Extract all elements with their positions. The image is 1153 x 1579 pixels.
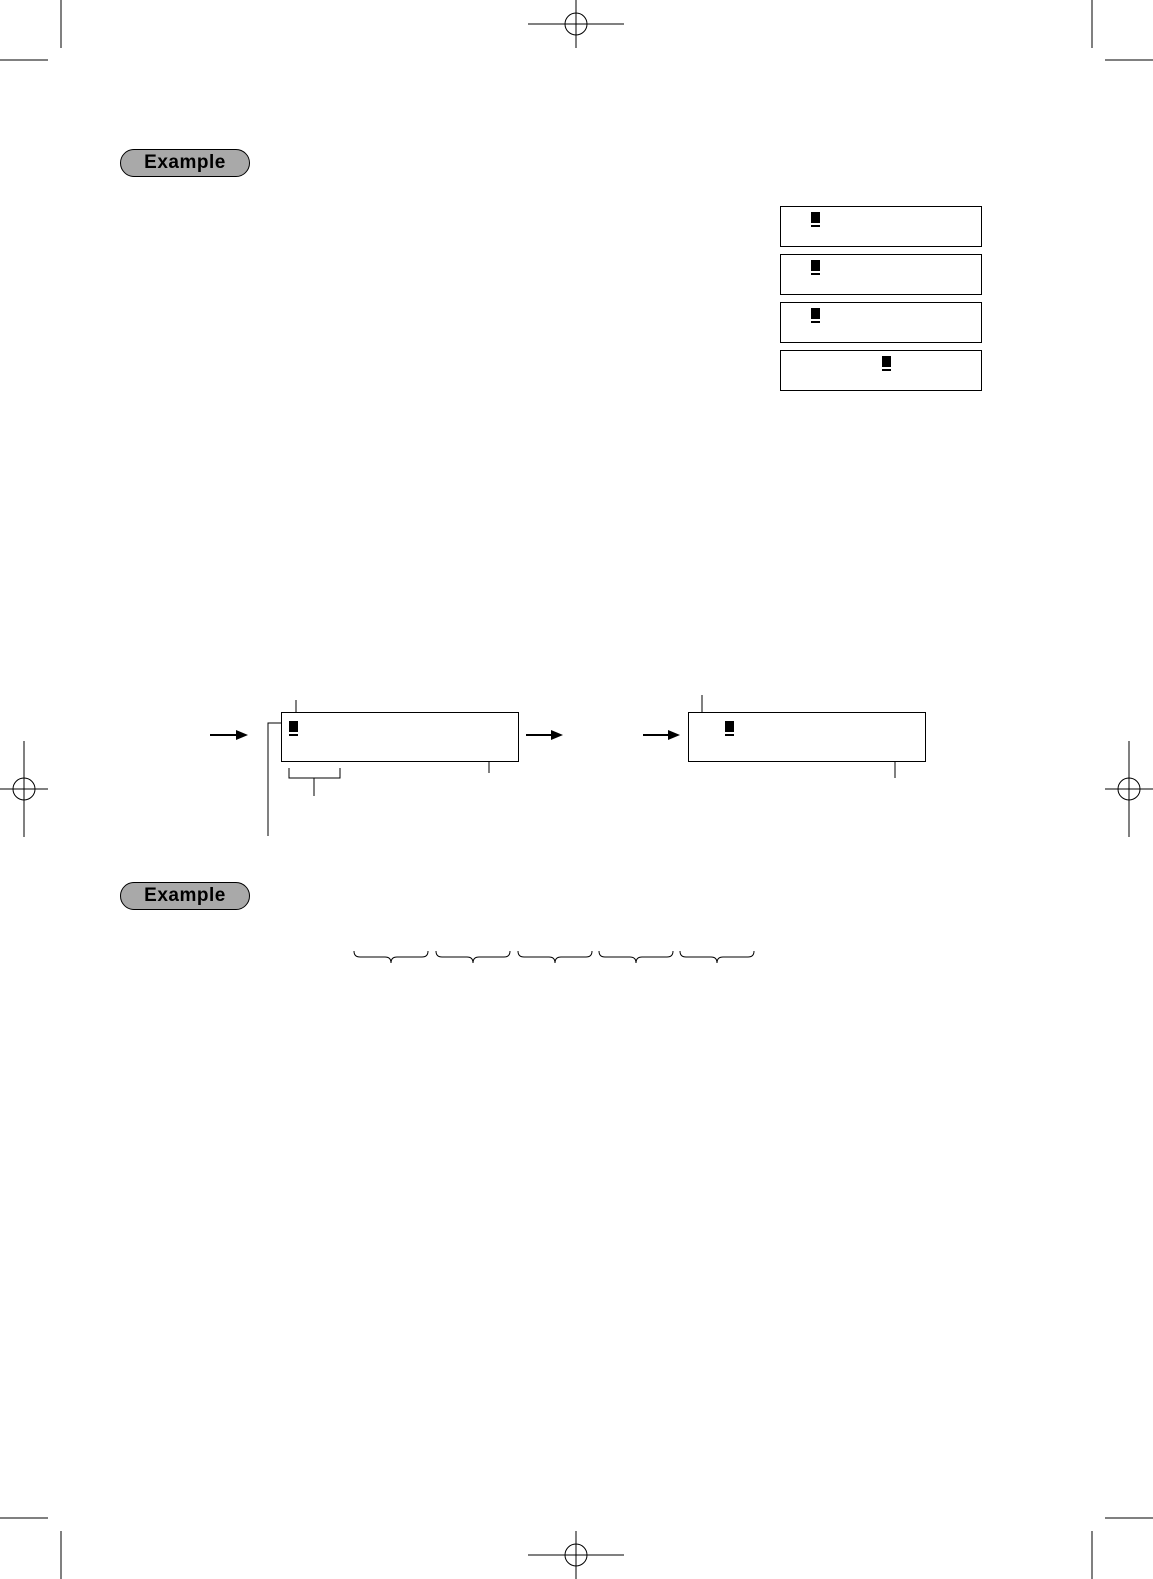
cursor-icon [811, 260, 820, 271]
registration-mark-icon [0, 741, 48, 837]
brace-icon [354, 951, 428, 963]
brace-icon [436, 951, 510, 963]
registration-mark-icon [528, 1531, 624, 1579]
arrow-right-icon [526, 730, 563, 740]
cursor-icon [725, 721, 734, 732]
bracket-icon [289, 768, 340, 778]
brace-icon [518, 951, 592, 963]
registration-mark-icon [1105, 741, 1153, 837]
brace-icon [680, 951, 754, 963]
cursor-icon [811, 308, 820, 319]
registration-mark-icon [528, 0, 624, 48]
display-box [780, 206, 982, 247]
example-badge-label: Example [144, 152, 226, 173]
brace-icon [599, 951, 673, 963]
display-box [780, 254, 982, 295]
example-badge [120, 149, 250, 177]
display-box [780, 302, 982, 343]
cursor-icon [289, 721, 298, 732]
display-box [780, 350, 982, 391]
example-badge-label: Example [144, 885, 226, 906]
brace-group [354, 951, 754, 963]
arrow-right-icon [643, 730, 680, 740]
cursor-icon [882, 356, 891, 367]
arrow-right-icon [210, 730, 248, 740]
example-badge [120, 882, 250, 910]
cursor-icon [811, 212, 820, 223]
display-box-before [281, 712, 519, 762]
display-box-after [688, 712, 926, 762]
